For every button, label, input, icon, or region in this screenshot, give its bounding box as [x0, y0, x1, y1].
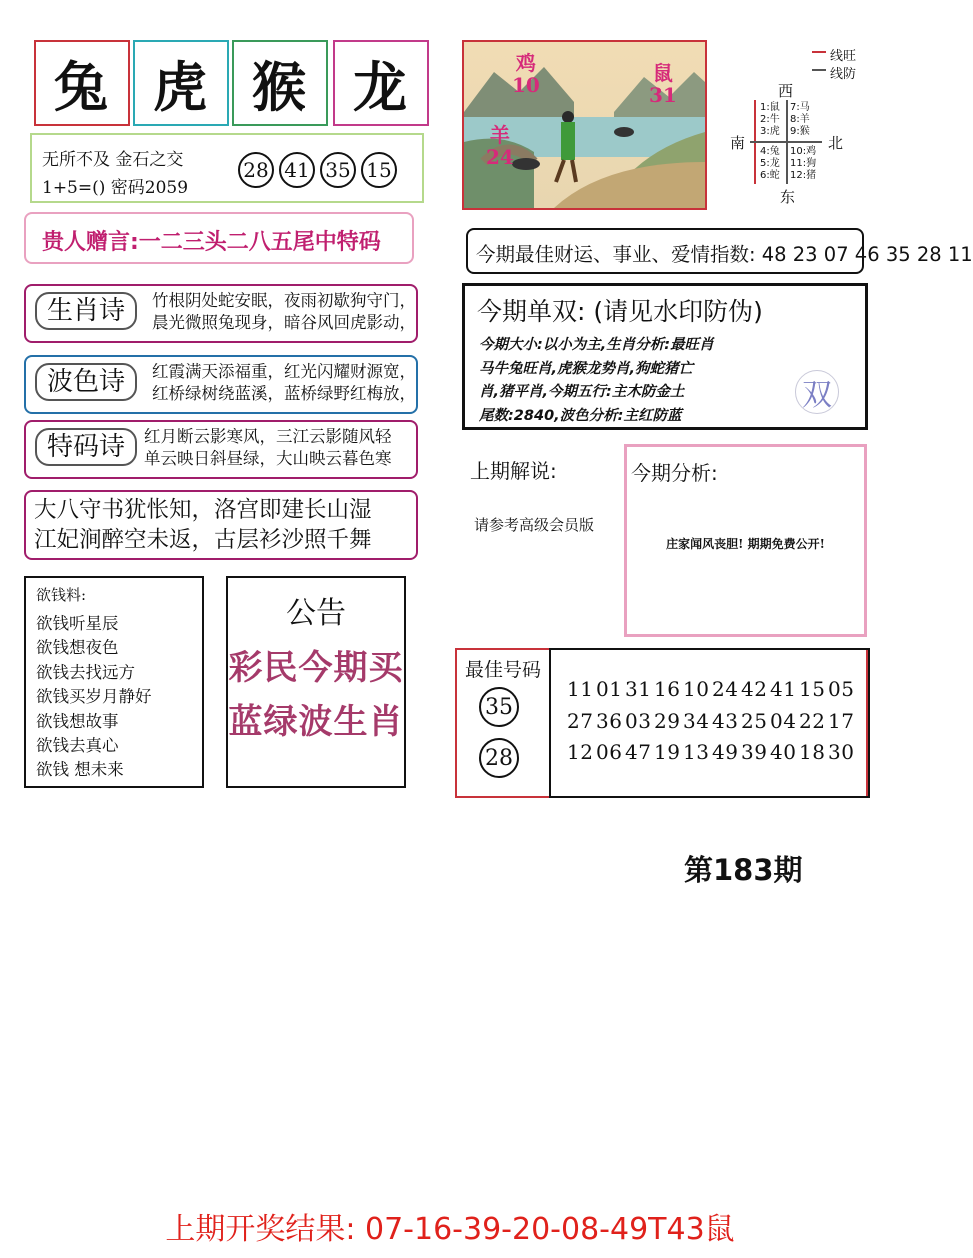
painting-label-1: [512, 52, 540, 96]
compass-entry: 5:龙: [760, 158, 780, 169]
number-cell: 10: [683, 677, 710, 701]
number-cell: 43: [712, 708, 739, 733]
painting-number: 31: [649, 83, 677, 107]
best-title: 最佳号码: [465, 659, 542, 681]
compass-entry: 4:兔: [760, 146, 780, 157]
watermark-stamp: 双: [795, 370, 839, 414]
number-row: [567, 706, 857, 738]
compass: [720, 40, 890, 215]
shengxiao-poem-text: [152, 290, 416, 334]
tip-number-circles: [238, 152, 402, 188]
best-circle: 35: [479, 687, 519, 727]
number-cell: 22: [799, 708, 826, 733]
last-explain-text: 请参考高级会员版: [474, 516, 595, 534]
compass-entry: 2:牛: [760, 114, 780, 125]
guiren-text: 贵人赠言:一二三头二八五尾中特码: [42, 230, 381, 255]
notice-box: [226, 576, 406, 788]
legend-red-line: [812, 51, 826, 53]
compass-cross-line: [750, 141, 822, 143]
painting-label-2: [649, 62, 677, 106]
painting-number: 10: [512, 73, 540, 97]
number-cell: 06: [596, 740, 623, 764]
number-cell: 24: [712, 677, 739, 701]
analysis-line: 今期大小:以小为主,生肖分析:最旺肖: [479, 337, 714, 353]
compass-entry: 8:羊: [790, 114, 810, 125]
number-cell: 19: [654, 740, 681, 764]
legend-1: 线旺: [830, 49, 857, 64]
money-line: 欲钱想故事: [36, 711, 119, 731]
number-cell: 05: [828, 677, 855, 701]
compass-entry: 10:鸡: [790, 146, 817, 157]
tip-box: [30, 133, 424, 203]
number-cell: 13: [683, 740, 710, 764]
zodiac-char: 猴: [252, 54, 308, 119]
zodiac-box-2: [133, 40, 229, 126]
single-double-text: [479, 334, 714, 428]
poem-line: 大八守书犹怅知，洛宫即建长山湿: [34, 497, 372, 523]
best-circle: 28: [479, 738, 519, 778]
issue-number: 第183期: [684, 853, 803, 887]
number-cell: 40: [770, 740, 797, 764]
single-double-box: [462, 283, 868, 430]
compass-entry: 7:马: [790, 102, 810, 113]
number-cell: 16: [654, 677, 681, 701]
compass-entry: 11:狗: [790, 158, 817, 169]
compass-left-bottom: [760, 146, 780, 182]
tema-poem-box: [24, 420, 418, 479]
number-cell: 36: [596, 708, 623, 733]
number-circle: 41: [279, 152, 315, 188]
best-numbers-box: [455, 648, 868, 798]
number-circle: 15: [361, 152, 397, 188]
zodiac-box-4: [333, 40, 429, 126]
compass-entry: 3:虎: [760, 126, 780, 137]
painting-zodiac: 鼠: [652, 61, 673, 85]
number-cell: 49: [712, 740, 739, 764]
analysis-line: 尾数:2840,波色分析:主红防蓝: [479, 407, 682, 424]
money-box: [24, 576, 204, 788]
money-line: 欲钱听星辰: [36, 614, 119, 633]
number-cell: 41: [770, 677, 797, 701]
direction-west: 西: [778, 82, 794, 100]
direction-east: 东: [780, 188, 796, 206]
tema-poem-label: 特码诗: [35, 428, 137, 466]
guiren-box: [24, 212, 414, 264]
bose-poem-text: [152, 361, 416, 405]
tema-poem-text: [144, 426, 392, 470]
number-cell: 29: [654, 708, 681, 733]
money-line: 欲钱想夜色: [36, 638, 119, 658]
poem-line: 竹根阴处蛇安眠，夜雨初歇狗守门，: [152, 291, 416, 310]
big-poem-box: [24, 490, 418, 560]
poem-line: 红霞满天添福重，红光闪耀财源宽，: [152, 362, 416, 381]
legend-dark-line: [812, 69, 826, 71]
money-line: 欲钱买岁月静好: [36, 687, 152, 707]
number-row: [567, 737, 857, 769]
direction-south: 南: [730, 134, 746, 152]
notice-line-1: 彩民今期买: [228, 648, 404, 688]
compass-entry: 12:猪: [790, 170, 817, 181]
compass-entry: 1:鼠: [760, 102, 780, 113]
bose-poem-box: [24, 355, 418, 414]
number-circle: 35: [320, 152, 356, 188]
number-cell: 18: [799, 740, 826, 764]
poem-line: 晨光微照兔现身，暗谷风回虎影动，: [152, 313, 416, 332]
number-cell: 30: [828, 740, 855, 764]
shengxiao-poem-label: 生肖诗: [35, 292, 137, 330]
number-cell: 34: [683, 708, 710, 733]
painting-zodiac: 羊: [489, 123, 510, 147]
analysis-text: 庄家闻风丧胆! 期期免费公开!: [666, 537, 825, 551]
number-circle: 28: [238, 152, 274, 188]
zodiac-char: 兔: [54, 54, 110, 119]
zodiac-char: 龙: [353, 54, 409, 119]
number-cell: 12: [567, 740, 594, 764]
direction-north: 北: [828, 134, 844, 152]
number-cell: 42: [741, 677, 768, 701]
tip-line-1: 无所不及 金石之交: [42, 150, 184, 170]
analysis-title: 今期分析:: [631, 461, 718, 485]
zodiac-box-3: [232, 40, 328, 126]
number-row: [567, 674, 857, 706]
big-poem-text: [34, 495, 372, 555]
number-cell: 04: [770, 708, 797, 733]
painting-label-3: [486, 124, 514, 168]
legend-2: 线防: [830, 67, 857, 82]
poem-line: 江妃涧醉空未返，古层衫沙照千舞: [34, 527, 372, 553]
number-cell: 25: [741, 708, 768, 733]
compass-entry: 6:蛇: [760, 170, 780, 181]
index-box: [466, 228, 973, 274]
number-cell: 11: [567, 677, 594, 701]
tip-line-2: 1+5=() 密码2059: [42, 178, 189, 198]
poem-line: 红桥绿树绕蓝溪，蓝桥绿野红梅放，: [152, 384, 416, 403]
number-cell: 01: [596, 677, 623, 701]
notice-title: 公告: [286, 596, 346, 631]
money-title: 欲钱料:: [36, 586, 87, 604]
last-explain-title: 上期解说:: [470, 459, 557, 483]
best-number-grid: [567, 674, 857, 769]
compass-right-top: [790, 102, 810, 138]
analysis-line: 肖,猪平肖,今期五行:主木防金土: [479, 384, 685, 400]
painting: [462, 40, 707, 210]
number-cell: 47: [625, 740, 652, 764]
bose-poem-label: 波色诗: [35, 363, 137, 401]
notice-line-2: 蓝绿波生肖: [228, 702, 404, 742]
compass-right-bottom: [790, 146, 816, 182]
money-lines: [36, 612, 152, 783]
money-line: 欲钱 想未来: [36, 760, 124, 780]
shengxiao-poem-box: [24, 284, 418, 343]
painting-zodiac: 鸡: [515, 51, 536, 75]
poem-line: 红月断云影寒风，三江云影随风轻: [144, 427, 392, 446]
poem-line: 单云映日斜昼绿，大山映云暮色寒: [144, 449, 392, 468]
compass-left-top: [760, 102, 780, 138]
number-cell: 17: [828, 708, 855, 733]
index-text: 今期最佳财运、事业、爱情指数: 48 23 07 46 35 28 11: [476, 243, 973, 266]
zodiac-char: 虎: [153, 54, 209, 119]
last-result: 上期开奖结果: 07-16-39-20-08-49T43鼠: [165, 1212, 735, 1247]
money-line: 欲钱去真心: [36, 736, 119, 756]
number-cell: 31: [625, 677, 652, 701]
analysis-line: 马牛兔旺肖,虎猴龙势肖,狗蛇猪亡: [479, 360, 694, 377]
zodiac-box-1: [34, 40, 130, 126]
money-line: 欲钱去找远方: [36, 662, 135, 682]
number-cell: 15: [799, 677, 826, 701]
painting-number: 24: [486, 145, 514, 169]
number-cell: 03: [625, 708, 652, 733]
compass-entry: 9:猴: [790, 126, 810, 137]
number-cell: 27: [567, 708, 594, 733]
single-double-title: 今期单双: (请见水印防伪): [477, 297, 763, 326]
analysis-box: [624, 444, 867, 637]
number-cell: 39: [741, 740, 768, 764]
